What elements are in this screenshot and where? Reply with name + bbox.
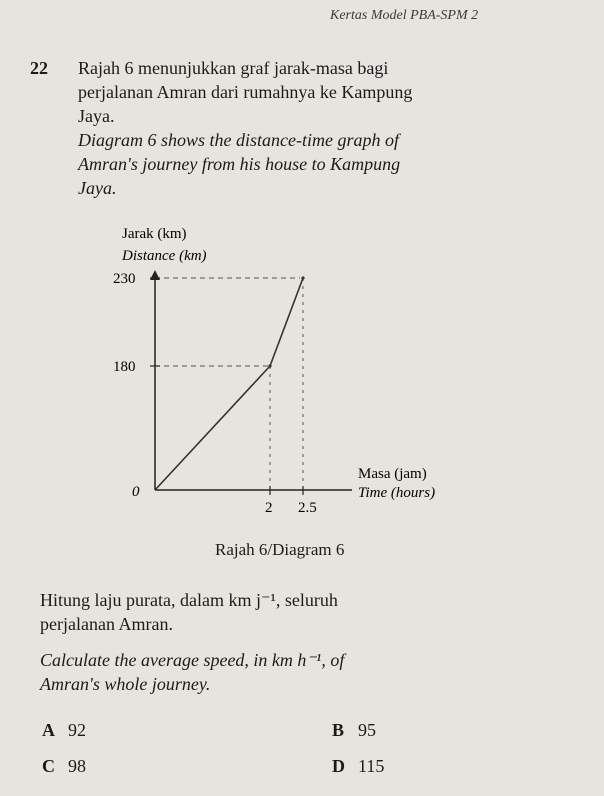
- diagram-caption: Rajah 6/Diagram 6: [215, 540, 345, 559]
- y-axis-label-english: Distance (km): [122, 248, 207, 264]
- x-axis-label-english: Time (hours): [358, 485, 436, 501]
- option-value: 95: [358, 720, 376, 740]
- question-ask-malay: [40, 588, 580, 636]
- guide-lines: [155, 278, 303, 490]
- option-c[interactable]: [42, 756, 86, 777]
- series-line: [155, 278, 303, 490]
- option-b[interactable]: [332, 720, 376, 741]
- ask-ms-line: perjalanan Amran.: [40, 614, 173, 634]
- option-letter: A: [42, 720, 55, 740]
- option-letter: B: [332, 720, 345, 740]
- question-number: 22: [30, 58, 48, 78]
- stem-ms-line: Rajah 6 menunjukkan graf jarak-masa bagi: [78, 58, 389, 78]
- stem-en-line: Diagram 6 shows the distance-time graph of: [78, 130, 399, 150]
- ask-en-line: Calculate the average speed, in km h⁻¹, of: [40, 650, 345, 670]
- option-value: 115: [358, 756, 385, 776]
- axis-ticks: [113, 271, 317, 516]
- stem-en-line: Amran's journey from his house to Kampung: [78, 154, 401, 174]
- question-stem-malay: [78, 56, 578, 128]
- paper-header: Kertas Model PBA-SPM 2: [330, 8, 479, 23]
- x-tick-label: 2.5: [298, 500, 317, 516]
- option-letter: D: [332, 756, 345, 776]
- question-stem-english: [78, 128, 578, 200]
- option-value: 98: [68, 756, 86, 776]
- option-value: 92: [68, 720, 86, 740]
- y-tick-label: 230: [113, 271, 136, 287]
- ask-ms-line: Hitung laju purata, dalam km j⁻¹, seluruh: [40, 590, 338, 610]
- x-tick-label: 2: [265, 500, 273, 516]
- option-d[interactable]: [332, 756, 384, 777]
- option-a[interactable]: [42, 720, 86, 741]
- y-axis-label-malay: Jarak (km): [122, 226, 187, 242]
- origin-label: 0: [132, 484, 140, 500]
- distance-time-graph: [0, 220, 604, 530]
- stem-ms-line: perjalanan Amran dari rumahnya ke Kampung: [78, 82, 413, 102]
- stem-ms-line: Jaya.: [78, 106, 115, 126]
- y-tick-label: 180: [113, 358, 136, 375]
- option-letter: C: [42, 756, 55, 776]
- ask-en-line: Amran's whole journey.: [40, 674, 211, 694]
- x-axis-label-malay: Masa (jam): [358, 466, 427, 482]
- stem-en-line: Jaya.: [78, 178, 117, 198]
- question-ask-english: [40, 648, 580, 696]
